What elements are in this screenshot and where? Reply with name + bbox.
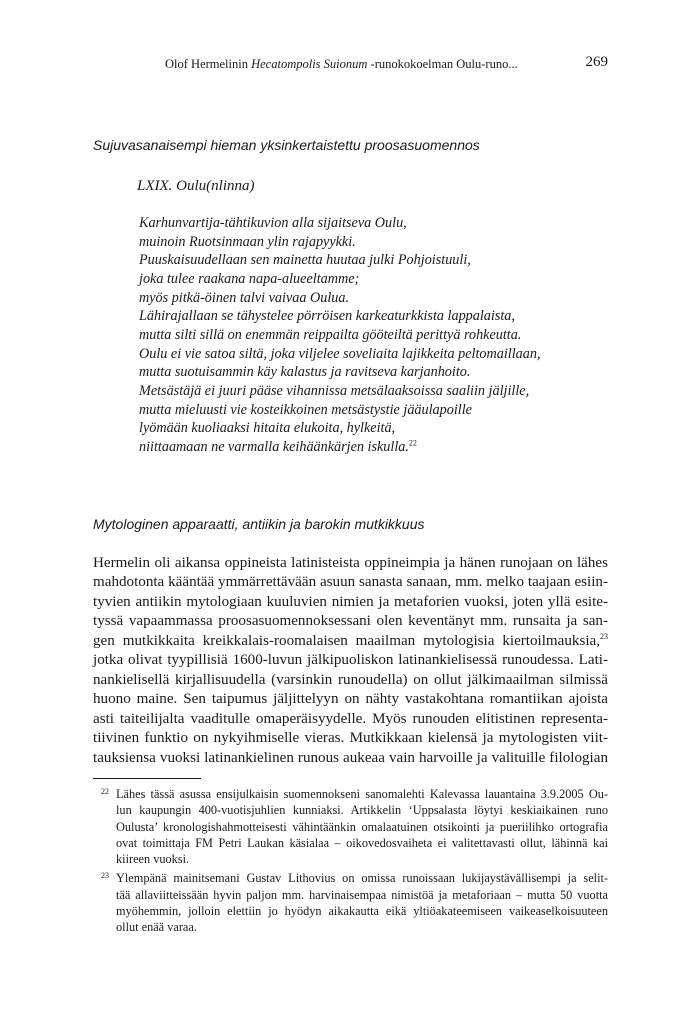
footnote-number: 22	[101, 787, 109, 796]
running-head	[93, 54, 608, 74]
running-title-italic: Hecatompolis Suionum	[251, 57, 368, 71]
poem-line: Puuskaisuudellaan sen mainetta huutaa julki Pohjoistuuli,	[139, 252, 471, 269]
footnote-line: Oulusta’ kronologishahmotteisesti vähintäänkin omalaatuinen otsikointi ja pueriilihko ortografia	[116, 819, 608, 834]
footnote-line: Ylempänä mainitsemani Gustav Lithovius on omissa runoissaan lukijaystävällisempi ja selit-	[116, 871, 608, 886]
poem-line: mutta silti sillä on enemmän reippailta gööteiltä perittyä rohkeutta.	[139, 326, 522, 343]
poem-line: Karhunvartija-tähtikuvion alla sijaitseva Oulu,	[139, 215, 407, 231]
body-line: Hermelin oli aikansa oppineista latinisteista oppineimpia ja hänen runojaan on lähes	[93, 555, 608, 571]
poem-line: joka tulee raakana napa-alueeltamme;	[139, 270, 360, 287]
body-line: huono maine. Sen taipumus jäljittelyyn on nähty vastakohtana romantiikan ajoista	[93, 691, 608, 708]
poem-line: Lähirajallaan se tähystelee pörröisen karkeaturkkista lappalaista,	[139, 308, 515, 325]
poem	[139, 214, 609, 457]
footnote-line: myöhemmin, jolloin elettiin jo hyödyn aikakautta eikä yltiöakateemiseen vaikeaselkoisuuteen	[116, 904, 608, 919]
poem-title: LXIX. Oulu(nlinna)	[137, 178, 255, 194]
footnote-ref-22[interactable]: 22	[408, 438, 417, 448]
running-title	[165, 57, 518, 72]
footnote-line: lun kaupungin 400-vuotisjuhlien kunniaksi. Artikkelin ‘Uppsalasta löytyi keskiaikainen runo	[116, 803, 608, 818]
footnotes	[93, 786, 608, 939]
poem-line: mutta suotuisammin käy kalastus ja ravitseva karjanhoito.	[139, 364, 471, 381]
body-line: tyssä vapaammassa proosasuomennoksessani olen keventänyt mm. runsaita ja san-	[93, 613, 608, 630]
poem-line: lyömään kuoliaaksi hitaita elukoita, hylkeitä,	[139, 420, 396, 437]
poem-line: mutta mieluusti vie kosteikkoinen metsästystie jääulapoille	[139, 401, 472, 418]
footnote-ref-23[interactable]: 23	[600, 631, 608, 641]
poem-line: myös pitkä-öinen talvi vaivaa Oulua.	[139, 289, 350, 306]
body-line: tauksiensa vuoksi latinankielinen runous aukeaa vain harvoille ja valituille filologian	[93, 749, 608, 766]
footnote-line: ovat toimittaja FM Petri Laukan käsialaa – oikovedosvaiheta ei valitettavasti ollut, lähinnä kai	[116, 835, 608, 850]
body-line-text: gen mutkikkaita kreikkalais-roomalaisen maailman mytologisia kiertoilmauksia,	[93, 632, 600, 649]
body-line: tiivinen funktio on nykyihmiselle vieras. Mutkikkaan kielensä ja mytologisten viit-	[93, 730, 608, 747]
body-line: jotka olivat tyypillisiä 1600-luvun jälkipuoliskon latinankielisessä runoudessa. Lati-	[93, 652, 608, 669]
footnote-line: tää allaviitteissään hyvin paljon mm. harvinaisempaa nimistöä ja metaforiaan – mutta 50 vuotta	[116, 887, 608, 902]
body-line-with-ref	[93, 632, 608, 651]
footnote-line: ollut enää varaa.	[116, 920, 197, 935]
footnote-line: kiireen vuoksi.	[116, 852, 190, 867]
running-title-suffix: -runokokoelman Oulu-runo...	[367, 57, 518, 71]
poem-line-last	[139, 438, 609, 457]
poem-line: Metsästäjä ei juuri pääse vihannissa metsälaaksoissa saaliin jäljille,	[139, 382, 530, 399]
section-heading-mythology: Mytologinen apparaatti, antiikin ja barokin mutkikkuus	[93, 516, 425, 532]
footnote-23	[93, 870, 608, 935]
footnote-divider	[93, 778, 201, 779]
body-line: mahdotonta kääntää ymmärrettävään asuun sanasta sanaan, mm. melko taajaan esiin-	[93, 574, 608, 591]
page-number: 269	[585, 54, 608, 70]
footnote-line: Lähes tässä asussa ensijulkaisin suomennokseni sanomalehti Kalevassa lauantaina 3.9.2005 Ou-	[116, 787, 608, 801]
poem-line: muinoin Ruotsinmaan ylin rajapyykki.	[139, 233, 356, 250]
poem-line-text: niittaamaan ne varmalla keihäänkärjen iskulla.	[139, 438, 409, 455]
footnote-22	[93, 786, 608, 867]
body-paragraph	[93, 554, 608, 768]
running-title-prefix: Olof Hermelinin	[165, 57, 252, 71]
footnote-number: 23	[101, 871, 109, 881]
poem-line: Oulu ei vie satoa siltä, joka viljelee soveliaita lajikkeita peltomaillaan,	[139, 345, 541, 362]
body-line: asti taiteilijalta vaaditulle omaperäisyydelle. Myös runouden elitistinen representa-	[93, 710, 608, 727]
section-heading-translation: Sujuvasanaisempi hieman yksinkertaistettu proosasuomennos	[93, 137, 480, 153]
body-line: tyvien antiikin mytologiaan kuuluvien nimien ja metaforien vuoksi, joten yllä esite-	[93, 593, 608, 610]
body-line: nankielisellä kirjallisuudella (varsinkin runoudella) on ollut jälkimaailman silmissä	[93, 671, 608, 688]
